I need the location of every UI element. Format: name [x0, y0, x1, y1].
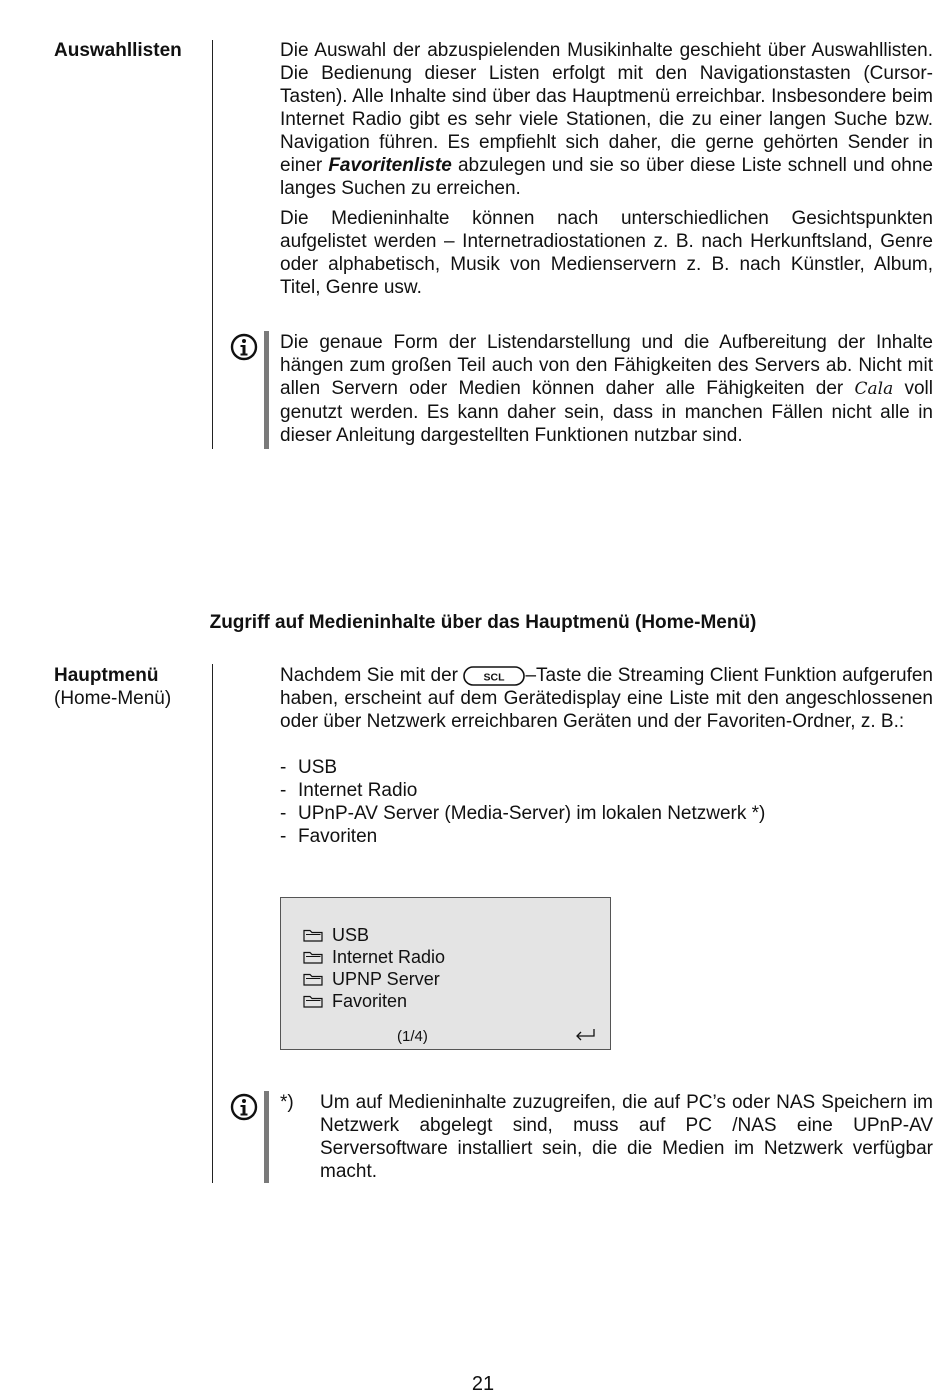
paragraph-auswahl: Die Auswahl der abzuspielenden Musikinhalte geschieht über Auswahllisten. Die Bedienung dieser Listen erfolgt mit den Navigationstasten (Cursor-Tasten). Alle Inhalte sind über das Hauptmenü erreichbar. Insbesondere beim Internet Radio gibt es sehr viele Stationen, die zu einer langen Suche bzw. Navigation führen. Es empfiehlt sich daher, die gerne gehörten Sender in einer Favoritenliste abzulegen und sie so über diese Liste schnell und ohne langes Suchen zu erreichen. [280, 40, 934, 199]
paragraph-intro: Nachdem Sie mit der SCL –Taste die Streaming Client Funktion aufgerufen haben, erscheint auf dem Gerätedisplay eine Liste mit den angeschlossenen oder über Netzwerk erreichbaren Geräten und der Favoriten-Ordner, z. B.: [280, 665, 933, 732]
list-item: - Favoriten [280, 826, 378, 847]
page-indicator: (1/4) [397, 1028, 428, 1045]
enter-arrow-icon [574, 1028, 596, 1042]
info-note-1 [280, 331, 933, 447]
list-item: - UPnP-AV Server (Media-Server) im lokalen Netzwerk *) [280, 803, 766, 824]
section-heading-hauptmenue: Hauptmenü (Home-Menü) [54, 665, 172, 709]
list-item: - USB [280, 757, 338, 778]
paragraph-medieninhalte: Die Medieninhalte können nach unterschiedlichen Gesichtspunkten aufgelistet werden – Internetradiostationen z. B. nach Herkunftsland, Genre oder alphabetisch, Musik von Medienservern z. B. nach Künstler, Album, Titel, Genre usw. [280, 208, 933, 298]
display-menu-list [303, 924, 445, 1012]
cala-logo: Cala [854, 379, 894, 399]
section1-body [280, 39, 933, 299]
list-item: - Internet Radio [280, 780, 418, 801]
footnote-marker: *) [280, 1092, 294, 1113]
section-subheading: (Home-Menü) [54, 688, 172, 709]
folder-icon [303, 929, 323, 942]
folder-icon [303, 995, 323, 1008]
svg-text:SCL: SCL [483, 671, 505, 684]
footnote-text: Um auf Medieninhalte zuzugreifen, die auf PC’s oder NAS Speichern im Netzwerk abgelegt sind, muss auf PC /NAS eine UPnP-AV Serversoftware installiert sein, die die Medien im Netzwerk verfügbar macht. [320, 1092, 933, 1182]
info-icon [230, 1093, 258, 1121]
display-item-favoriten: Favoriten [303, 990, 445, 1012]
folder-icon [303, 973, 323, 986]
section-divider-2 [212, 664, 213, 1183]
device-list [280, 756, 933, 848]
favoritenliste-term: Favoritenliste [328, 155, 452, 176]
info-note-bar [264, 1091, 269, 1183]
section-heading-auswahllisten: Auswahllisten [54, 40, 182, 61]
device-display-screen [280, 897, 611, 1050]
display-item-internet-radio: Internet Radio [303, 946, 445, 968]
info-note-bar [264, 331, 269, 449]
section-title: Zugriff auf Medieninhalte über das Hauptmenü (Home-Menü) [209, 612, 757, 633]
display-item-usb: USB [303, 924, 445, 946]
page-number: 21 [471, 1373, 495, 1395]
section2-body [280, 664, 933, 848]
section-divider-1 [212, 40, 213, 449]
display-item-upnp-server: UPNP Server [303, 968, 445, 990]
info-note-2 [280, 1091, 933, 1183]
note-text: Die genaue Form der Listendarstellung und die Aufbereitung der Inhalte hängen zum großen Teil auch von den Fähigkeiten des Servers ab. Nicht mit allen Servern oder Medien können daher alle Fähigkeiten der Cala voll genutzt werden. Es kann daher sein, dass in manchen Fällen nicht alle in dieser Anleitung dargestellten Funktionen nutzbar sind. [280, 332, 933, 446]
info-icon [230, 333, 258, 361]
scl-button-icon [463, 666, 525, 686]
folder-icon [303, 951, 323, 964]
